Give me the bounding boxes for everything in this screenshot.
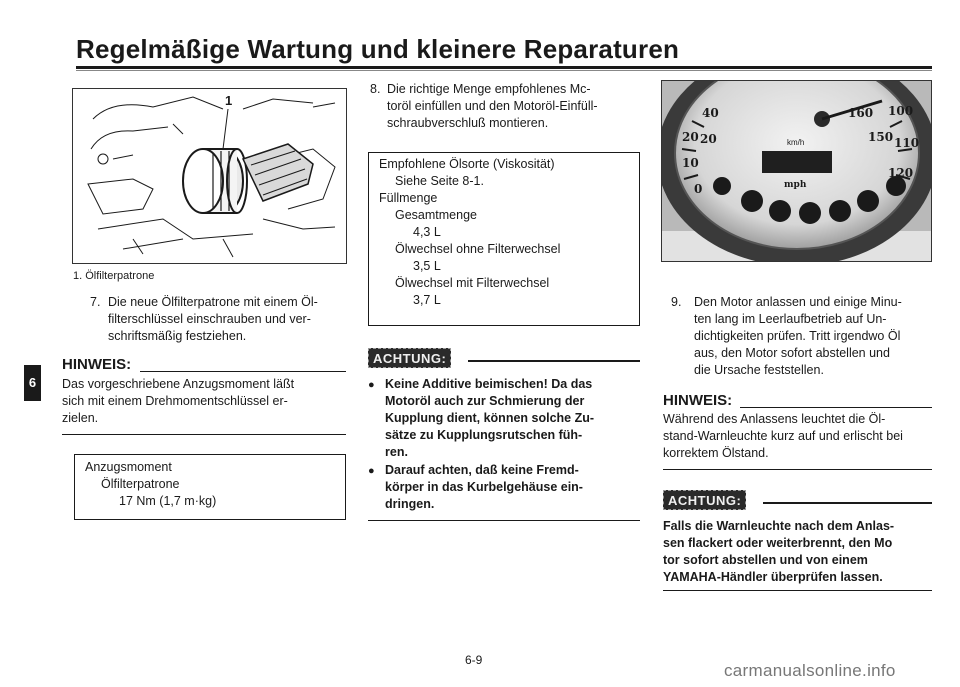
- step-7-line: filterschlüssel einschrauben und ver-: [108, 312, 311, 326]
- gauge-tick-label: 0: [694, 182, 703, 196]
- step-9-line: Den Motor anlassen und einige Minu-: [694, 295, 902, 309]
- gauge-tick-label: 160: [848, 106, 874, 120]
- warning-line: tor sofort abstellen und von einem: [663, 553, 868, 567]
- hinweis-heading-right: HINWEIS:: [663, 392, 733, 409]
- spec-line: 3,5 L: [413, 259, 441, 273]
- hinweis-heading: HINWEIS:: [62, 356, 132, 373]
- gauge-unit2-label: mph: [784, 180, 807, 190]
- hinweis-end-rule-right: [663, 469, 932, 470]
- step-7-line: schriftsmäßig festziehen.: [108, 329, 247, 343]
- achtung-rule: [468, 360, 640, 362]
- title-underline-thin: [76, 70, 932, 71]
- warning-bullet: ●: [368, 379, 375, 391]
- step-8-number: 8.: [370, 82, 381, 96]
- hinweis-end-rule: [62, 434, 346, 435]
- step-9-line: dichtigkeiten prüfen. Tritt irgendwo Öl: [694, 329, 901, 343]
- gauge-tick-label: 40: [702, 106, 719, 120]
- warning-line: Keine Additive beimischen! Da das: [385, 377, 593, 391]
- step-8-line: Die richtige Menge empfohlenes Mc-: [387, 82, 591, 96]
- page-number: 6-9: [465, 653, 483, 667]
- warning-line: ren.: [385, 445, 408, 459]
- step-9-text: [694, 294, 902, 379]
- step-7-text: [108, 294, 318, 345]
- speedometer-photo: [661, 80, 932, 262]
- step-8-text: [387, 81, 598, 132]
- gauge-tick-label: 10: [682, 156, 699, 170]
- oil-spec-box: [368, 152, 640, 326]
- figure-callout-1: 1: [225, 93, 233, 108]
- step-7-line: Die neue Ölfilterpatrone mit einem Öl-: [108, 295, 318, 309]
- warning-line: sätze zu Kupplungsrutschen füh-: [385, 428, 583, 442]
- step-7-number: 7.: [90, 295, 101, 309]
- gauge-unit-label: km/h: [787, 138, 805, 147]
- step-9-line: die Ursache feststellen.: [694, 363, 824, 377]
- hinweis-text-right: [663, 411, 903, 462]
- hinweis-line: Während des Anlassens leuchtet die Öl-: [663, 412, 886, 426]
- warning-line: körper in das Kurbelgehäuse ein-: [385, 480, 583, 494]
- step-8-line: toröl einfüllen und den Motoröl-Einfüll-: [387, 99, 598, 113]
- warning-line: Kupplung dient, können solche Zu-: [385, 411, 595, 425]
- hinweis-line: sich mit einem Drehmomentschlüssel er-: [62, 394, 288, 408]
- hinweis-line: stand-Warnleuchte kurz auf und erlischt bei: [663, 429, 903, 443]
- warning-line: Darauf achten, daß keine Fremd-: [385, 463, 579, 477]
- page-title: Regelmäßige Wartung und kleinere Reparaturen: [76, 34, 680, 64]
- spec-line: 4,3 L: [413, 225, 441, 239]
- step-8-line: schraubverschluß montieren.: [387, 116, 549, 130]
- spec-line: Empfohlene Ölsorte (Viskosität): [379, 157, 555, 171]
- warning-line: YAMAHA-Händler überprüfen lassen.: [663, 570, 883, 584]
- gauge-tick-label: 100: [888, 104, 914, 118]
- watermark: carmanualsonline.info: [724, 661, 896, 680]
- spec-line: Ölwechsel mit Filterwechsel: [395, 276, 550, 290]
- hinweis-rule: [140, 371, 346, 372]
- warning-end-rule-right: [663, 590, 932, 591]
- spec-line: Gesamtmenge: [395, 208, 477, 222]
- warning-foreign-bodies: [385, 462, 583, 513]
- spec-line: Füllmenge: [379, 191, 438, 205]
- warning-line: Motoröl auch zur Schmierung der: [385, 394, 585, 408]
- torque-label: Anzugsmoment: [85, 460, 172, 474]
- torque-item: Ölfilterpatrone: [101, 477, 180, 491]
- hinweis-line: korrektem Ölstand.: [663, 446, 769, 460]
- warning-warn-light: [663, 518, 894, 586]
- chapter-tab: 6: [24, 365, 41, 401]
- torque-value: 17 Nm (1,7 m·kg): [119, 494, 217, 508]
- gauge-tick-label: 150: [868, 130, 894, 144]
- spec-line: 3,7 L: [413, 293, 441, 307]
- warning-bullet: ●: [368, 465, 375, 477]
- title-underline: [76, 66, 932, 69]
- gauge-tick-label: 110: [894, 136, 920, 150]
- gauge-tick-label: 20: [700, 132, 717, 146]
- oil-filter-drawing: [73, 89, 347, 264]
- achtung-badge: ACHTUNG:: [368, 348, 451, 368]
- torque-spec-box: [74, 454, 346, 520]
- step-9-line: ten lang im Leerlaufbetrieb auf Un-: [694, 312, 887, 326]
- hinweis-text: [62, 376, 294, 427]
- hinweis-line: zielen.: [62, 411, 99, 425]
- warning-line: dringen.: [385, 497, 435, 511]
- hinweis-rule-right: [740, 407, 932, 408]
- achtung-rule-right: [763, 502, 932, 504]
- spec-line: Siehe Seite 8-1.: [395, 174, 484, 188]
- figure-caption: 1. Ölfilterpatrone: [73, 270, 155, 282]
- speedometer-drawing: [662, 81, 932, 262]
- warning-line: Falls die Warnleuchte nach dem Anlas-: [663, 519, 895, 533]
- oil-filter-illustration: [72, 88, 347, 264]
- warning-end-rule: [368, 520, 640, 521]
- warning-line: sen flackert oder weiterbrennt, den Mo: [663, 536, 893, 550]
- warning-additives: [385, 376, 594, 461]
- gauge-tick-label: 120: [888, 166, 914, 180]
- spec-line: Ölwechsel ohne Filterwechsel: [395, 242, 561, 256]
- step-9-line: aus, den Motor sofort abstellen und: [694, 346, 890, 360]
- hinweis-line: Das vorgeschriebene Anzugsmoment läßt: [62, 377, 295, 391]
- achtung-badge-right: ACHTUNG:: [663, 490, 746, 510]
- gauge-tick-label: 20: [682, 130, 699, 144]
- step-9-number: 9.: [671, 295, 682, 309]
